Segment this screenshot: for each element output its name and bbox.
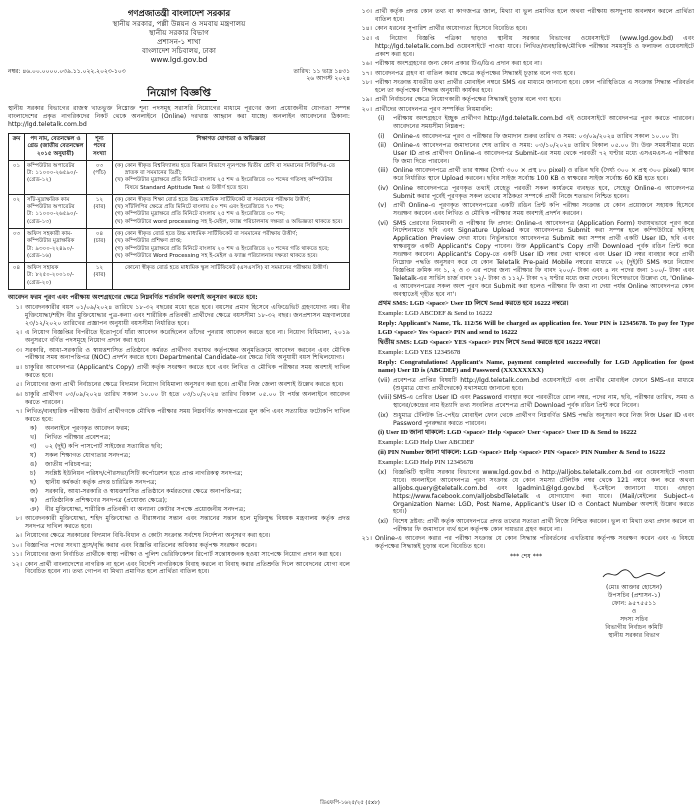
qualification-key: (খ) xyxy=(115,204,124,211)
document-item-text: স্থানীয় কর্মকর্তা কর্তৃক প্রদত্ত চারিত্রিক সনদপত্র; xyxy=(45,479,157,487)
memo-number: নম্বর: ৪৬.০০.০০০০.০৩৯.১১.০২২.২০২৩-১০৩ xyxy=(8,67,126,75)
condition-item xyxy=(8,391,350,407)
sms-example-2: Example: LGD YES 12345678 xyxy=(378,348,461,356)
col-post: পদ নাম, বেতনস্কেল ও গ্রেড (জাতীয় বেতনস্কেল ২০১৫ অনুযায়ী) xyxy=(25,134,87,161)
rule-item-text: পরীক্ষায় অংশগ্রহণে ইচ্ছুক প্রার্থীগণ http://lgd.teletalk.com.bd এই ওয়েবসাইটে আবেদনপত্র পূরণ করতে পারবেন। আবেদনের সময়সীমা নিম্নরূপ: xyxy=(393,115,694,131)
document-item-number: খ) xyxy=(30,434,37,442)
document-item-text: সকল শিক্ষাগত যোগ্যতার সনদপত্র; xyxy=(45,452,131,460)
condition-item-number: ১। xyxy=(15,303,22,311)
table-row xyxy=(9,194,350,228)
condition-item-number: ৪। xyxy=(15,363,22,371)
rule-item xyxy=(358,115,694,131)
condition-item-text: নিয়োগের জন্য নির্বাচিত প্রার্থীকে স্বাস্থ্য পরীক্ষা ও পুলিশ ভেরিফিকেশন রিপোর্ট সন্তোষজনক হওয়া সাপেক্ষে নিয়োগ প্রদান করা হবে। xyxy=(25,551,342,559)
conditions-list xyxy=(8,304,350,424)
document-item-number: গ) xyxy=(30,443,37,451)
letterhead xyxy=(8,8,350,64)
qualification-key: (খ) xyxy=(115,238,124,245)
post-name: কম্পিউটার অপারেটর xyxy=(27,162,75,169)
document-item-text: প্রাতিষ্ঠানিক প্রশিক্ষণের সনদপত্র (প্রযোজ্য ক্ষেত্রে); xyxy=(45,496,168,504)
document-item-text: জাতীয় পরিচয়পত্র; xyxy=(45,461,92,469)
document-item-text: অনলাইনে পূরণকৃত আবেদন ফরম; xyxy=(45,425,130,433)
qualification-text: কোন স্বীকৃত বোর্ড হতে উচ্চ মাধ্যমিক সার্টিফিকেট বা সমমানের পরীক্ষায় উত্তীর্ণ; xyxy=(125,231,298,238)
condition-item xyxy=(8,364,350,380)
intro-paragraph: স্থানীয় সরকার বিভাগের রাজস্ব খাতভুক্ত নিম্নোক্ত শূন্য পদসমূহ সরাসরি নিয়োগের মাধ্যমে পূরণের জন্য প্রয়োজনীয় যোগ্যতা সম্পন্ন বাংলাদেশের প্রকৃত নাগরিকদের নিকট থেকে অনলাইনে (Online) দরখাস্ত আহ্বান করা যাচ্ছে। অনলাইন আবেদনের ঠিকানা: http://lgd.teletalk.com.bd xyxy=(8,105,350,129)
qualification-item xyxy=(115,238,347,245)
condition-item-number: ৭। xyxy=(15,408,22,416)
condition-item-text: বিজ্ঞাপিত পদের সংখ্যা হ্রাস/বৃদ্ধি করার এবং বিজ্ঞপ্তি বাতিলের অধিকার কর্তৃপক্ষ সংরক্ষণ করেন। xyxy=(25,541,257,549)
rule-item-number: (viii) xyxy=(378,394,392,402)
condition-item xyxy=(8,347,350,363)
condition-item-number: ১০। xyxy=(11,541,22,549)
condition-item-text: আবেদনপত্র গ্রহণ বা বাতিল করার ক্ষেত্রে কর্তৃপক্ষের সিদ্ধান্তই চূড়ান্ত বলে গণ্য হবে। xyxy=(375,69,576,77)
condition-item xyxy=(358,96,694,104)
signatory-committee: সদস্য সচিব xyxy=(620,615,648,623)
post-qualifications xyxy=(113,229,350,263)
rule-item xyxy=(358,220,694,299)
rule-item-text: বিশেষ দ্রষ্টব্য: প্রার্থী কর্তৃক আবেদনপত্রে প্রদত্ত তথ্যের সত্যতা প্রার্থী নিজে নিশ্চিত করবেন। ভুল বা মিথ্যা তথ্য প্রদান করলে বা পরীক্ষার ফি জমাদানে ব্যর্থ হলে কর্তৃপক্ষ কোন দায়ভার গ্রহণ করবে না। xyxy=(393,517,694,533)
condition-item-text: আবেদনকারীর বয়স ০১/০৯/২০২৪ তারিখে ১৮-৩২ বছরের মধ্যে হতে হবে। বয়সের প্রমাণ হিসেবে এফিডেভিট গ্রহণযোগ্য নয়। বীর মুক্তিযোদ্ধা/শহীদ বীর মুক্তিযোদ্ধার পুত্র-কন্যা এবং শারীরিক প্রতিবন্ধী প্রার্থীদের ক্ষেত্রে বয়সসীমা ১৮-৩২ বছর। জনপ্রশাসন মন্ত্রণালয়ের ২৩/১২/২০২০ তারিখের প্রজ্ঞাপন অনুযায়ী বয়সসীমা নির্ধারিত হবে। xyxy=(25,303,350,327)
qualification-text: কোনো স্বীকৃত বোর্ড হতে মাধ্যমিক স্কুল সার্টিফিকেট (এসএসসি) বা সমমানের পরীক্ষায় উত্তীর্ণ। xyxy=(125,265,329,272)
condition-item-number: ১২। xyxy=(11,560,22,568)
sms-first-label: প্রথম SMS: LGD <space> User ID লিখে Send করতে হবে 16222 নম্বরে। xyxy=(378,300,569,308)
qualification-text: কোন স্বীকৃত বিশ্ববিদ্যালয় হতে বিজ্ঞান বিভাগে ন্যূনপক্ষে দ্বিতীয় শ্রেণি বা সমমানের সিজিপিএ-তে স্নাতক বা সমমানের ডিগ্রী; xyxy=(125,162,336,177)
rule-item-text: Online-এ আবেদনপত্র পূরণ ও পরীক্ষার ফি জমাদান শুরুর তারিখ ও সময়: ০৩/০৯/২০২৪ তারিখ সকাল ১০.০০ টা। xyxy=(393,132,679,140)
recovery-user-id-example: Example: LGD Help User ABCDEF xyxy=(378,438,475,446)
rule-item xyxy=(358,185,694,201)
condition-item xyxy=(358,8,694,24)
rule-item-number: (i) xyxy=(378,132,385,140)
condition-item-number: ২০। xyxy=(361,105,372,113)
posts-table xyxy=(8,133,350,290)
sms-example-1: Example: LGD ABCDEF & Send to 16222 xyxy=(378,310,493,318)
qualification-item xyxy=(115,253,347,260)
post-cell xyxy=(25,263,87,290)
website-link[interactable]: www.lgd.gov.bd xyxy=(150,54,208,64)
condition-item-number: ২। xyxy=(15,329,22,337)
right-column xyxy=(358,8,694,801)
condition-item-number: ১৩। xyxy=(361,8,372,15)
document-item xyxy=(8,452,350,460)
condition-item-number: ৮। xyxy=(15,514,22,522)
posts-table-body xyxy=(9,160,350,289)
qualification-text: কম্পিউটার মুদ্রাক্ষরে প্রতি মিনিটে বাংলায় ২০ শব্দ ও ইংরেজিতে ২০ শব্দের গতি থাকতে হবে; xyxy=(125,245,330,252)
rule-item-text: Online আবেদনপত্রে প্রার্থী তার স্বাক্ষর (দৈর্ঘ্য ৩০০ × প্রস্থ ৮০ pixel) ও রঙিন ছবি (দৈর্ঘ্য ৩০০ × প্রস্থ ৩০০ pixel) স্ক্যান করে নির্ধারিত স্থানে Upload করবেন। ছবির সাইজ সর্বোচ্চ 100 KB ও স্বাক্ষরের সাইজ সর্বোচ্চ 60 KB হতে হবে। xyxy=(393,167,694,183)
memo-row xyxy=(8,68,350,83)
document-item-text: লিখিত পরীক্ষার প্রবেশপত্র; xyxy=(45,434,111,442)
rule-item-text: SMS প্রেরণের নিয়মাবলী ও পরীক্ষার ফি প্রদান: Online-এ আবেদনপত্র (Application Form) যথাযথভাবে পূরণ করে নির্দেশনামতে ছবি এবং Signature Upload করে আবেদনপত্র Submit করা সম্পন্ন হলে কম্পিউটারে ছবিসহ Application Preview দেখা যাবে। নির্ভুলভাবে আবেদনপত্র Submit করা সম্পন্ন প্রার্থী একটি User ID, ছবি এবং স্বাক্ষরযুক্ত একটি Applicant's Copy পাবেন। উক্ত Applicant's Copy প্রার্থী Download পূর্বক রঙিন প্রিন্ট করে সংরক্ষণ করবেন। Applicant's Copy-তে একটি User ID নম্বর দেয়া থাকবে এবং User ID নম্বর ব্যবহার করে প্রার্থী নিম্নোক্ত পদ্ধতি অনুসরণ করে যে কোন Teletalk Pre-paid Mobile নম্বরের মাধ্যমে ০২ (দুই)টি SMS করে নিয়োগ বিজ্ঞপ্তির ক্রমিক নং ১, ২ ও ৩ এর পদের জন্য পরীক্ষার ফি বাবদ ২০০/- টাকা এবং ৪ নং পদের জন্য ১০০/- টাকা এবং Teletalk-এর সার্ভিস চার্জ বাবদ ১২/- টাকা ও ১১২/- টাকা ৭২ ঘণ্টার মধ্যে জমা দেবেন। বিশেষভাবে উল্লেখ্য যে, 'Online-এ আবেদনপত্রের সকল অংশ পূরণ করে Submit করা হলেও পরীক্ষার ফি জমা না দেয়া পর্যন্ত Online আবেদনপত্র কোন অবস্থাতেই গৃহীত হবে না'। xyxy=(393,219,694,298)
notice-title-wrap xyxy=(8,87,350,101)
sms-reply-2: Reply: Congratulations! Applicant's Name, payment completed successfully for LGD Application for (post name) User ID is (ABCDEF) and Password (XXXXXXXX) xyxy=(378,358,694,374)
rule-item-number: (i) xyxy=(378,115,385,123)
signature-block xyxy=(358,567,694,641)
sms-second-label: দ্বিতীয় SMS: LGD <space> YES <space> PIN লিখে Send করতে হবে 16222 নম্বরে। xyxy=(378,338,601,346)
document-item-number: ছ) xyxy=(30,479,37,487)
condition-item-text: প্রার্থীদের আবেদনপত্র পূরণ সম্পর্কিত নিয়মাবলি: xyxy=(375,105,493,113)
signatory-phone: ফোন: ৯৫৭৫৫১১ xyxy=(611,599,657,607)
rule-item xyxy=(358,469,694,517)
condition-item-text: লিখিত/ব্যবহারিক পরীক্ষায় উত্তীর্ণ প্রার্থীগণকে মৌখিক পরীক্ষার সময় নিম্নবর্ণিত কাগজপত্রের মূল কপি এবং সত্যায়িত ফটোকপি দাখিল করতে হবে: xyxy=(25,408,350,423)
condition-item xyxy=(8,304,350,328)
conditions-heading: আবেদন ফরম পূরণ এবং পরীক্ষায় অংশগ্রহণের ক্ষেত্রে নিম্নবর্ণিত শর্তাবলি অবশ্যই অনুসরণ করতে হবে: xyxy=(8,293,258,301)
post-cell xyxy=(25,194,87,228)
rule-item xyxy=(358,377,694,393)
post-count: ০৪ (চার) xyxy=(87,229,113,263)
signatory-committee-2: বিভাগীয় নির্বাচন কমিটি xyxy=(605,623,663,631)
rule-item-number: (xi) xyxy=(378,517,389,525)
document-item xyxy=(8,506,350,514)
left-column xyxy=(8,8,350,801)
post-scale: টা: ৮২৫০-২০০১০/- (গ্রেড-২০) xyxy=(27,272,74,286)
condition-item-text: কোন ধরনের সুপারিশ প্রার্থীর অযোগ্যতা হিসেবে বিবেচিত হবে। xyxy=(375,25,528,33)
qualification-text: কোন স্বীকৃত শিক্ষা বোর্ড হতে উচ্চ মাধ্যমিক সার্টিফিকেট বা সমমানের পরীক্ষায় উত্তীর্ণ; xyxy=(125,196,311,203)
signatory-name: (মোঃ আক্তার হোসেন) xyxy=(605,583,663,591)
rule-item-text: প্রবেশপত্র প্রাপ্তির বিষয়টি http://lgd.teletalk.com.bd ওয়েবসাইটে এবং প্রার্থীর মোবাইল ফোনে SMS-এর মাধ্যমে (শুধুমাত্র যোগ্য প্রার্থীদেরকে) যথাসময়ে জানানো হবে। xyxy=(393,376,694,392)
document-item-text: ০২ (দুই) কপি পাসপোর্ট সাইজের সত্যায়িত ছবি; xyxy=(45,443,163,451)
document-item xyxy=(8,461,350,469)
condition-item-text: নিয়োগের জন্য প্রার্থী নির্বাচনের ক্ষেত্রে বিদ্যমান নিয়োগ বিধিমালা অনুসরণ করা হবে। প্রার্থীর নিজ জেলা অবশ্যই উল্লেখ করতে হবে। xyxy=(25,381,344,389)
qualification-key: (ঘ) xyxy=(115,218,123,225)
rule-item xyxy=(358,518,694,534)
final-clause-number: ২১। xyxy=(361,535,372,543)
ministry-name: স্থানীয় সরকার, পল্লী উন্নয়ন ও সমবায় মন্ত্রণালয় xyxy=(112,18,246,28)
document-item-number: ঘ) xyxy=(30,452,37,460)
condition-item-number: ১৭। xyxy=(361,69,372,77)
rule-item-text: শুধুমাত্র টেলিটক প্রি-পেইড মোবাইল ফোন থেকে প্রার্থীগণ নিম্নবর্ণিত SMS পদ্ধতি অনুসরণ করে নিজ নিজ User ID এবং Password পুনরুদ্ধার করতে পারবেন। xyxy=(393,411,694,427)
rule-item xyxy=(358,167,694,183)
rule-item-number: (x) xyxy=(378,468,387,476)
condition-item xyxy=(8,381,350,389)
rule-item xyxy=(358,412,694,428)
qualification-item xyxy=(115,211,347,218)
document-item-text: সরকারি, আধা-সরকারি ও স্বায়ত্তশাসিত প্রতিষ্ঠানে কর্মরতদের ক্ষেত্রে অনাপত্তিপত্র; xyxy=(45,488,242,495)
document-item xyxy=(8,443,350,451)
rule-item xyxy=(358,133,694,141)
memo-date-en: ২৬ আগস্ট ২০২৪ xyxy=(306,75,350,83)
col-qualification: শিক্ষাগত যোগ্যতা ও অভিজ্ঞতা xyxy=(113,134,350,161)
qualification-key: (ক) xyxy=(115,231,124,238)
post-name: অফিস সহকারী কাম-কম্পিউটার মুদ্রাক্ষরিক xyxy=(27,231,75,245)
qualification-text: কম্পিউটার প্রশিক্ষণ প্রাপ্ত; xyxy=(125,238,182,245)
condition-item-number: ১১। xyxy=(11,551,22,559)
signatory-role-connector: ও xyxy=(631,607,637,615)
rule-item xyxy=(358,394,694,410)
condition-item xyxy=(8,551,350,559)
rule-item-number: (v) xyxy=(378,202,387,210)
condition-item-text: প্রার্থী কর্তৃক প্রদত্ত কোন তথ্য বা কাগজপত্র জাল, মিথ্যা বা ভুল প্রমাণিত হলে অথবা পরীক্ষায় অসদুপায় অবলম্বন করলে প্রার্থিতা বাতিল হবে। xyxy=(375,8,694,23)
rule-item-number: (iv) xyxy=(378,184,389,192)
rule-item-number: (ii) xyxy=(378,142,387,150)
qualification-item xyxy=(115,246,347,253)
qualification-item xyxy=(115,265,347,272)
condition-item-text: এ নিয়োগ বিজ্ঞপ্তি পত্রিকা ছাড়াও স্থানীয় সরকার বিভাগের ওয়েবসাইটে (www.lgd.gov.bd) এবং http://lgd.teletalk.com.bd ওয়েবসাইটে পাওয়া যাবে। লিখিত/ব্যবহারিক/মৌখিক পরীক্ষার সময়সূচি ও ফলাফল ওয়েবসাইটে প্রকাশ করা হবে। xyxy=(375,34,694,58)
qualification-text: কম্পিউটারে Word Processing সহ ই-মেইল ও ফ্যাক্স পরিচালনায় দক্ষতা থাকতে হবে। xyxy=(125,252,318,259)
rule-item-text: বিজ্ঞপ্তিটি স্থানীয় সরকার বিভাগের www.lgd.gov.bd ও http://alljobs.teletalk.com.bd এর ওয়েবসাইটে পাওয়া যাবে। অনলাইনে আবেদনপত্র পূরণ সংক্রান্ত যে কোন সমস্যা টেলিটক নম্বর থেকে 121 নম্বরে কল করে অথবা alljobs.query@teletalk.com.bd এবং lgadmin1@lgd.gov.bd ই-মেইলে জানানো যাবে। এছাড়া https://www.facebook.com/alljobsbdTeletalk এ যোগাযোগ করা যাবে। (Mail/মেইলের Subject-এ Organization Name: LGD, Post Name, Applicant's User ID ও Contact Number অবশ্যই উল্লেখ করতে হবে।) xyxy=(393,468,694,516)
branch-name: প্রশাসন-১ শাখা xyxy=(157,36,201,46)
posts-table-header xyxy=(9,134,350,161)
rule-item-number: (vii) xyxy=(378,376,390,384)
qualification-key: (ক) xyxy=(115,162,124,169)
condition-item xyxy=(358,106,694,114)
post-qualifications xyxy=(113,194,350,228)
qualification-key: (খ) xyxy=(115,177,124,184)
condition-item-number: ৬। xyxy=(15,390,22,398)
post-name: সাঁট-মুদ্রাক্ষরিক কাম কম্পিউটার অপারেটর xyxy=(27,196,75,211)
document-item-text: বীর মুক্তিযোদ্ধা, শারীরিক প্রতিবন্ধী বা অন্যান্য কোটার সপক্ষে প্রয়োজনীয় সনদপত্র; xyxy=(45,505,246,513)
post-scale: টা: ৯৩০০-২২৪৯০/- (গ্রেড-১৬) xyxy=(27,245,74,259)
condition-item xyxy=(8,408,350,424)
condition-item-number: ৯। xyxy=(15,532,22,540)
dfp-code: ডিএফপি-১৬২৫/২৫ (৫x৮) xyxy=(320,800,380,807)
qualification-key: (গ) xyxy=(115,245,124,252)
table-row xyxy=(9,160,350,194)
condition-item-text: প্রার্থী নির্বাচনের ক্ষেত্রে নিয়োগকারী কর্তৃপক্ষের সিদ্ধান্তই চূড়ান্ত বলে গণ্য হবে। xyxy=(375,96,561,104)
qualification-item xyxy=(115,177,347,192)
rule-item-text: Online আবেদনপত্রে পূরণকৃত তথ্যই যেহেতু পরবর্তী সকল কার্যক্রমে ব্যবহৃত হবে, সেহেতু Online-এ আবেদনপত্র Submit করার পূর্বেই পূরণকৃত সকল তথ্যের সঠিকতা সম্পর্কে প্রার্থী নিজে শতভাগ নিশ্চিত হবেন। xyxy=(393,184,694,200)
rules-b-list xyxy=(358,377,694,428)
condition-item-number: ১৯। xyxy=(361,96,372,104)
condition-item-text: এ নিয়োগ বিজ্ঞপ্তির বিপরীতে ইতোপূর্বে যাঁরা আবেদন করেছিলেন তাঁদের পুনরায় আবেদন করতে হবে না। নিয়োগ বিধিমালা, ২০১৯ অনুসরণে বর্ণিত পদসমূহে নিয়োগ প্রদান করা হবে। xyxy=(25,329,350,345)
qualification-item xyxy=(115,219,347,226)
rules-c-list xyxy=(358,469,694,534)
post-serial: ০১ xyxy=(9,160,25,194)
memo-date-bn: তারিখ: ১১ ভাদ্র ১৪৩১ xyxy=(293,67,350,75)
post-scale: টা: ১১০০০-২৬৫৯০/- (গ্রেড-১৩) xyxy=(27,211,78,225)
post-cell xyxy=(25,229,87,263)
rule-item-text: Online-এ আবেদনপত্র জমাদানের শেষ তারিখ ও সময়: ০৩/১০/২০২৪ তারিখ বিকাল ০৫.০০ টা। উক্ত সময়সীমার মধ্যে User ID প্রাপ্ত প্রার্থীগণ Online-এ আবেদনপত্র Submit-এর সময় থেকে পরবর্তী ৭২ ঘণ্টার মধ্যে এসএমএস-এ পরীক্ষার ফি জমা দিতে পারবেন। xyxy=(393,142,694,165)
rule-item-number: (vi) xyxy=(378,219,389,227)
condition-item xyxy=(8,515,350,531)
condition-item-text: পরীক্ষা সংক্রান্ত যাবতীয় তথ্য প্রার্থীর মোবাইল নম্বরে SMS এর মাধ্যমে জানানো হবে। কোন পরিস্থিতিতে এ সংক্রান্ত সিদ্ধান্ত পরিবর্তন হলে তা কর্তৃপক্ষের সিদ্ধান্ত অনুযায়ী কার্যকর হবে। xyxy=(375,79,694,94)
condition-item-text: পরীক্ষায় অংশগ্রহণের জন্য কোন প্রকার টিএ/ডিএ প্রদান করা হবে না। xyxy=(375,60,542,68)
document-item xyxy=(8,488,350,496)
condition-item xyxy=(358,79,694,95)
post-name: অফিস সহায়ক xyxy=(27,265,59,272)
recovery-pin: (ii) PIN Number জানা থাকলে: LGD <space> Help <space> PIN <space> PIN Number & Send to 16222 xyxy=(378,448,666,456)
post-count: ১২ (বার) xyxy=(87,263,113,290)
condition-item xyxy=(8,532,350,540)
memo-date xyxy=(293,68,350,83)
document-item-number: ঞ) xyxy=(30,505,39,513)
document-item-number: ক) xyxy=(30,425,37,433)
division-name: স্থানীয় সরকার বিভাগ xyxy=(149,27,209,37)
rule-item xyxy=(358,202,694,218)
table-row xyxy=(9,263,350,290)
condition-item-text: নিয়োগের ক্ষেত্রে সরকারের বিদ্যমান বিধি-বিধান ও কোটা সংক্রান্ত সর্বশেষ নির্দেশনা অনুসরণ করা হবে। xyxy=(25,532,271,540)
condition-item-text: চাকুরি প্রার্থীগণ ০৩/০৯/২০২৪ তারিখ সকাল ১০.০০ টা হতে ০৩/১০/২০২৪ তারিখ বিকাল ০৫.০০ টা পর্যন্ত অনলাইনে আবেদন করতে পারবেন। xyxy=(25,390,350,406)
qualification-item xyxy=(115,163,347,178)
document-item-text: সংশ্লিষ্ট ইউনিয়ন পরিষদ/পৌরসভা/সিটি কর্পোরেশন হতে প্রাপ্ত নাগরিকত্ব সনদপত্র; xyxy=(45,470,243,478)
condition-item xyxy=(8,561,350,577)
condition-item xyxy=(358,60,694,68)
condition-item-text: কোন প্রার্থী বাংলাদেশের নাগরিক না হলে এবং বিদেশি নাগরিককে বিবাহ করলে বা বিবাহ করার প্রতিশ্রুতি দিলে আবেদনের যোগ্য বলে বিবেচিত হবেন না। তথ্য গোপন বা মিথ্যা প্রমাণিত হলে প্রার্থিতা বাতিল হবে। xyxy=(25,560,350,576)
recovery-user-id: (i) User ID জানা থাকলে: LGD <space> Help <space> User <space> User ID & Send to 16222 xyxy=(378,429,637,436)
document-item-number: ঙ) xyxy=(30,461,37,469)
qualification-text: কম্পিউটারে word processing সহ ই-মেইল, ফ্যাক্স পরিচালনায় দক্ষতা ও অভিজ্ঞতা থাকতে হবে। xyxy=(125,218,343,225)
final-clause xyxy=(358,535,694,551)
notice-title: নিয়োগ বিজ্ঞপ্তি xyxy=(141,87,217,101)
document-item xyxy=(8,425,350,433)
qualification-key: (ক) xyxy=(115,196,124,203)
condition-item xyxy=(358,35,694,59)
qualification-key xyxy=(115,265,123,272)
condition-item-number: ১৬। xyxy=(361,60,372,68)
qualification-text: কম্পিউটার মুদ্রাক্ষরে প্রতি মিনিটে বাংলায় ২৫ শব্দ ও ইংরেজিতে ৩০ শব্দ; xyxy=(125,211,286,218)
post-qualifications xyxy=(113,160,350,194)
condition-item xyxy=(8,329,350,345)
table-row xyxy=(9,229,350,263)
post-serial: ০২ xyxy=(9,194,25,228)
qualification-key: (ঘ) xyxy=(115,252,123,259)
document-item-number: ঝ) xyxy=(30,496,38,504)
condition-item-number: ৩। xyxy=(15,346,22,354)
condition-item-number: ১৪। xyxy=(361,25,372,33)
document-item xyxy=(8,434,350,442)
signature-box xyxy=(574,567,694,641)
post-cell xyxy=(25,160,87,194)
rule-item-text: SMS-এ প্রেরিত User ID এবং Password ব্যবহার করে পরবর্তীতে রোল নম্বর, পদের নাম, ছবি, পরীক্ষার তারিখ, সময় ও স্থানের/কেন্দ্রের নাম ইত্যাদি তথ্য সংবলিত প্রবেশপত্র প্রার্থী Download পূর্বক রঙিন প্রিন্ট করে নিবেন। xyxy=(393,394,694,410)
condition-item-text: সরকারি, আধা-সরকারি ও স্বায়ত্তশাসিত প্রতিষ্ঠানে কর্মরত প্রার্থীগণ যথাযথ কর্তৃপক্ষের অনুমতিক্রমে আবেদন করবেন এবং মৌখিক পরীক্ষার সময় অনাপত্তিপত্র (NOC) প্রদর্শন করতে হবে। Departmental Candidate-এর ক্ষেত্রে বিধি অনুযায়ী বয়স শিথিলযোগ্য। xyxy=(25,346,350,362)
signatory-division: স্থানীয় সরকার বিভাগ xyxy=(608,632,660,639)
condition-item-number: ৫। xyxy=(15,381,22,389)
document-item xyxy=(8,479,350,487)
qualification-text: সাঁটলিপির ক্ষেত্রে প্রতি মিনিটে বাংলায় ৫০ শব্দ এবং ইংরেজিতে ৭০ শব্দ; xyxy=(125,204,285,211)
govt-name: গণপ্রজাতন্ত্রী বাংলাদেশ সরকার xyxy=(127,8,231,18)
document-item xyxy=(8,470,350,478)
condition-item-text: আবেদনকারী মুক্তিযোদ্ধা, শহিদ মুক্তিযোদ্ধা ও বীরাঙ্গনার সন্তান এবং সন্তানের সন্তান হলে মুক্তিযুদ্ধ বিষয়ক মন্ত্রণালয় কর্তৃক প্রদত্ত সনদপত্র দাখিল করতে হবে। xyxy=(25,514,350,530)
right-conditions-list xyxy=(358,8,694,114)
qualification-text: কম্পিউটার মুদ্রাক্ষরে প্রতি মিনিটে বাংলায় ২৫ শব্দ ও ইংরেজিতে ৩০ শব্দের গতিসহ কম্পিউটার বিষয়ে Standard Aptitude Test এ উত্তীর্ণ হতে হবে। xyxy=(125,177,333,191)
secretariat-name: বাংলাদেশ সচিবালয়, ঢাকা xyxy=(141,45,216,55)
condition-item xyxy=(358,70,694,78)
condition-item xyxy=(358,25,694,33)
final-clause-text: Online-এ আবেদন করার পর পরীক্ষা সংক্রান্ত যে কোন সিদ্ধান্ত পরিবর্তনের এখতিয়ার কর্তৃপক্ষ সংরক্ষণ করেন এবং এ বিষয়ে কর্তৃপক্ষের সিদ্ধান্তই চূড়ান্ত বলে বিবেচিত হবে। xyxy=(375,535,694,551)
document-item xyxy=(8,497,350,505)
end-mark: *** শেষ *** xyxy=(509,552,543,560)
document-item-number: জ) xyxy=(30,488,38,495)
rule-item-number: (ix) xyxy=(378,411,389,419)
col-count: শূন্য পদের সংখ্যা xyxy=(87,134,113,161)
two-column-layout xyxy=(8,8,694,801)
rule-item xyxy=(358,142,694,166)
recovery-pin-example: Example: LGD Help PIN 12345678 xyxy=(378,458,474,466)
sms-reply-1: Reply: Applicant's Name, Tk. 112/56 Will be charged as application fee. Your PIN is 12345678. To pay fee Type LGD <space> Yes <space> PIN and send to 16222 xyxy=(378,320,694,336)
rules-list xyxy=(358,115,694,299)
conditions-b-list xyxy=(8,515,350,577)
documents-list xyxy=(8,425,350,513)
signatory-designation: উপসচিব (প্রশাসন-১) xyxy=(607,591,661,599)
post-serial: ০৪ xyxy=(9,263,25,290)
post-qualifications xyxy=(113,263,350,290)
condition-item-number: ১৮। xyxy=(361,79,372,86)
condition-item-text: চাকুরির আবেদনপত্র (Applicant's Copy) প্রার্থী কর্তৃক সংরক্ষণ করতে হবে এবং লিখিত ও মৌখিক পরীক্ষার সময় অবশ্যই দাখিল করতে হবে। xyxy=(25,363,350,379)
condition-item-number: ১৫। xyxy=(361,34,372,42)
col-serial: ক্রম xyxy=(9,134,25,161)
condition-item xyxy=(8,542,350,550)
post-count: ০৩ (পাঁচ) xyxy=(87,160,113,194)
rule-item-number: (iii) xyxy=(378,167,388,175)
document-item-number: চ) xyxy=(30,470,36,478)
post-scale: টা: ১১০০০-২৬৫৯০/- (গ্রেড-১২) xyxy=(27,170,78,184)
qualification-key: (গ) xyxy=(115,211,124,218)
signature-scribble-icon xyxy=(599,567,669,581)
post-count: ১২ (বার) xyxy=(87,194,113,228)
post-serial: ০৩ xyxy=(9,229,25,263)
rule-item-text: প্রার্থী Online-এ পূরণকৃত আবেদনপত্রের একটি রঙিন প্রিন্ট কপি পরীক্ষা সংক্রান্ত যে কোন প্রয়োজনে সহায়ক হিসেবে সংরক্ষণ করবেন এবং লিখিত ও মৌখিক পরীক্ষার সময় অবশ্যই প্রদর্শন করবেন। xyxy=(393,202,694,218)
